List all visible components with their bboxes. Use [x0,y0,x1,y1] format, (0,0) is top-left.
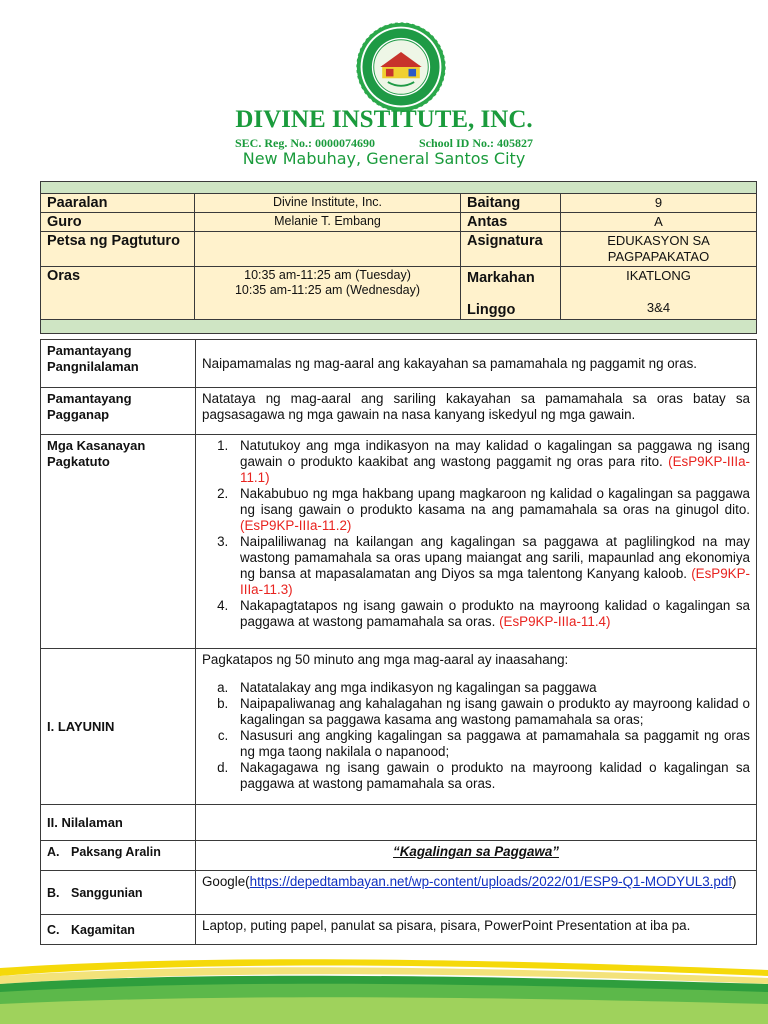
pagganap-text: Natataya ng mag-aaral ang sariling kakayahan sa pamamahala sa oras batay sa pagsasagawa ng mga gawain na nasa kanyang iskedyul ng mga gawain. [196,388,757,435]
lesson-plan-table [40,339,757,945]
petsa-label: Petsa ng Pagtuturo [41,232,195,267]
kasanayan-list [202,438,750,630]
layunin-label: I. LAYUNIN [41,649,196,805]
kagamitan-letter: C. [47,922,60,937]
sec-registration-number: SEC. Reg. No.: 0000074690 [234,136,375,150]
antas-label: Antas [461,213,561,232]
layunin-list [202,680,750,792]
kasanayan-cell [196,435,757,649]
oras-value-tuesday: 10:35 am-11:25 am (Tuesday) [244,268,411,282]
paaralan-value: Divine Institute, Inc. [195,194,461,213]
markahan-value: IKATLONG [626,268,691,283]
guro-value: Melanie T. Embang [195,213,461,232]
oras-label: Oras [41,267,195,320]
paksa-value: “Kagalingan sa Paggawa” [196,841,757,871]
competency-code: (EsP9KP-IIIa-11.4) [499,614,611,629]
asignatura-value: EDUKASYON SA PAGPAPAKATAO [561,232,757,267]
school-seal-icon [354,20,448,114]
school-name: DIVINE INSTITUTE, INC. [235,106,533,133]
school-id-number: School ID No.: 405827 [418,136,533,150]
oras-value-wednesday: 10:35 am-11:25 am (Wednesday) [234,283,421,297]
list-item: b. Naipapaliwanag ang kahalagahan ng isang gawain o produkto ay mayroong kalidad o kagalingan sa paggawa kasama ang wastong pamamahala sa oras; [232,696,750,728]
kagamitan-label-cell [41,915,196,945]
list-item: c. Nasusuri ang angking kagalingan sa paggawa at pamamahala sa paggamit ng oras ng mga taong nakilala o napanood; [232,728,750,760]
layunin-cell [196,649,757,805]
pangnilalaman-label: Pamantayang Pangnilalaman [41,340,196,388]
antas-value: A [561,213,757,232]
paksa-label-cell [41,841,196,871]
list-item: d. Nakagagawa ng isang gawain o produkto na mayroong kalidad o kagalingan sa paggawa at wastong pamamahala sa oras. [232,760,750,792]
list-item: 2. Nakabubuo ng mga hakbang upang magkaroon ng kalidad o kagalingan sa paggawa ng isang gawain o produkto kasama na ang pamamahala sa oras na ginugol dito. (EsP9KP-IIIa-11.2) [232,486,750,534]
sanggunian-label-cell [41,871,196,915]
sanggunian-prefix: Google( [202,874,250,889]
sanggunian-suffix: ) [732,874,737,889]
table-separator [41,182,757,194]
list-item: 1. Natutukoy ang mga indikasyon na may kalidad o kagalingan sa paggawa ng isang gawain o produkto kaakibat ang wastong paggamit ng oras para rito. (EsP9KP-IIIa-11.1) [232,438,750,486]
guro-label: Guro [41,213,195,232]
footer-wave-decoration [0,954,768,1024]
linggo-value: 3&4 [646,300,671,315]
paksa-letter: A. [47,845,60,859]
baitang-label: Baitang [461,194,561,213]
list-item: a. Natatalakay ang mga indikasyon ng kagalingan sa paggawa [232,680,750,696]
sanggunian-value [196,871,757,915]
asignatura-label: Asignatura [461,232,561,267]
sanggunian-letter: B. [47,885,60,900]
oras-value [195,267,461,320]
nilalaman-label: II. Nilalaman [41,805,196,841]
nilalaman-value [196,805,757,841]
baitang-value: 9 [561,194,757,213]
linggo-label: Linggo [467,302,516,318]
kasanayan-label: Mga Kasanayan Pagkatuto [41,435,196,649]
markahan-linggo-values [561,267,757,320]
pagganap-label: Pamantayang Pagganap [41,388,196,435]
competency-code: (EsP9KP-IIIa-11.2) [240,518,352,533]
layunin-intro: Pagkatapos ng 50 minuto ang mga mag-aaral ay inaasahang: [202,652,569,667]
table-separator [41,320,757,334]
pangnilalaman-text: Naipamamalas ng mag-aaral ang kakayahan sa pamamahala ng paggamit ng oras. [196,340,757,388]
kagamitan-value: Laptop, puting papel, panulat sa pisara, pisara, PowerPoint Presentation at iba pa. [196,915,757,945]
list-item: 4. Nakapagtatapos ng isang gawain o produkto na mayroong kalidad o kagalingan sa paggawa at wastong pamamahala sa oras. (EsP9KP-IIIa-11.4) [232,598,750,630]
kagamitan-label: Kagamitan [71,922,135,937]
competency-code: (EsP9KP-IIIa-11.1) [240,454,750,485]
sanggunian-label: Sanggunian [71,885,143,900]
lesson-info-table [40,181,757,334]
petsa-value [195,232,461,267]
markahan-label: Markahan [467,270,535,286]
sanggunian-link[interactable]: https://depedtambayan.net/wp-content/uploads/2022/01/ESP9-Q1-MODYUL3.pdf [249,874,732,889]
paksa-label: Paksang Aralin [71,845,161,859]
list-item: 3. Naipaliliwanag na kailangan ang kagalingan sa paggawa at paglilingkod na may wastong pamamahala sa oras upang maiangat ang sarili, mapaunlad ang ekonomiya ng bansa at mapasalamatan ang Diyos sa mga talentong Kanyang kaloob. (EsP9KP-IIIa-11.3) [232,534,750,598]
competency-code: (EsP9KP-IIIa-11.3) [240,566,750,597]
markahan-linggo-labels [461,267,561,320]
paaralan-label: Paaralan [41,194,195,213]
school-address: New Mabuhay, General Santos City [242,149,526,168]
